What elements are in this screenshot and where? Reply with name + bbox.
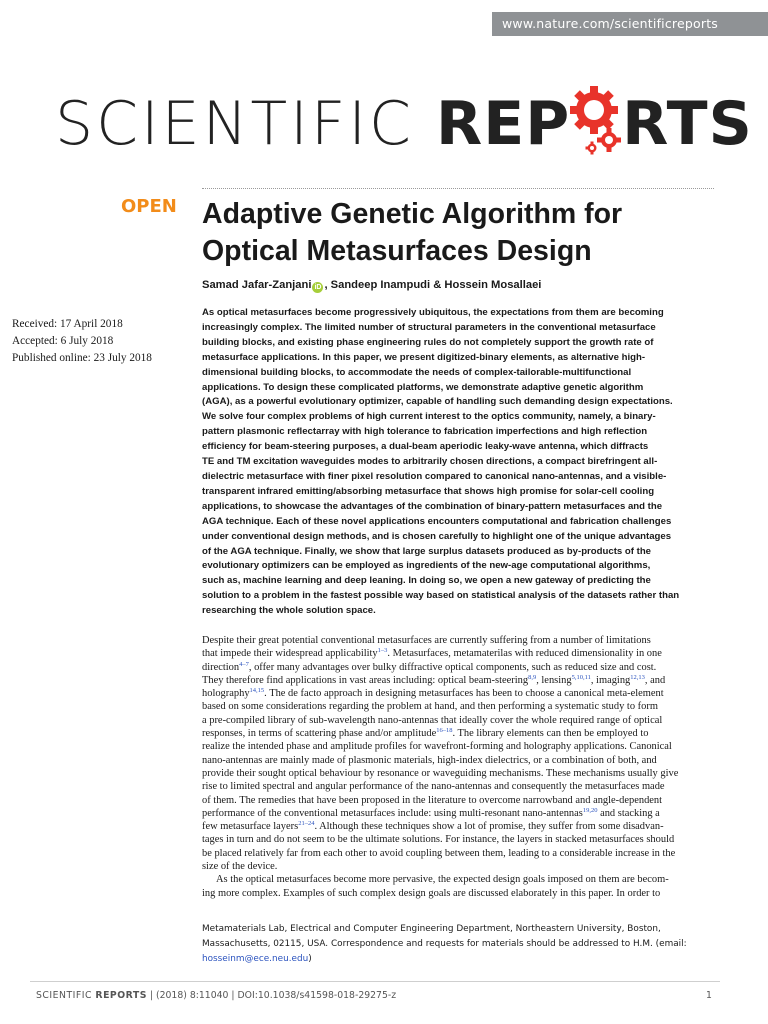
body-line: size of the device. bbox=[202, 861, 278, 873]
journal-url[interactable]: www.nature.com/scientificreports bbox=[502, 16, 719, 31]
abstract-line: efficiency for beam-steering purposes, a dual-beam aperiodic leaky-wave antenna, which diffracts bbox=[202, 441, 649, 453]
published-date: Published online: 23 July 2018 bbox=[12, 352, 152, 364]
abstract-line: such as, machine learning and deep leaning. In doing so, we open a new gateway of predicting the bbox=[202, 575, 651, 587]
masthead-rts: RTS bbox=[622, 89, 753, 159]
accepted-date: Accepted: 6 July 2018 bbox=[12, 335, 114, 347]
affiliation-line: hosseinm@ece.neu.edu) bbox=[202, 953, 312, 964]
abstract-line: transparent infrared emitting/absorbing metasurface that shows high promise for solar-cell cooling bbox=[202, 485, 655, 497]
body-line: direction$^{4-7}$, offer many advantages over bulky diffractive optical components, such as reduced size and cost. bbox=[202, 660, 657, 673]
body-line: They therefore find applications in vast areas including: optical beam-steering$^{8,9}$, lensing$^{5,10,11}$, imaging$^{12,13}$, and bbox=[202, 673, 666, 686]
body-line: holography$^{14,15}$. The de facto approach in designing metasurfaces has been to choose a canonical meta-element bbox=[202, 687, 664, 700]
body-line: provide their sought optical behaviour by resonance or waveguiding mechanisms. These mechanisms usually give bbox=[202, 767, 679, 779]
body-line: that impede their widespread applicability$^{1-3}$. Metasurfaces, metamaterilas with reduced dimensionality in one bbox=[202, 647, 662, 660]
author-names-rest[interactable]: , Sandeep Inampudi & Hossein Mosallaei bbox=[324, 279, 542, 291]
body-line: tages in turn and do not seem to be the ultimate solutions. For instance, the layers in stacked metasurfaces should bbox=[202, 834, 675, 846]
page-number: 1 bbox=[706, 990, 712, 1001]
author-list bbox=[202, 279, 541, 293]
affiliation-line: Metamaterials Lab, Electrical and Computer Engineering Department, Northeastern University, Boston, bbox=[202, 924, 661, 934]
footer-journal: SCIENTIFIC REPORTS bbox=[36, 990, 147, 1001]
abstract-line: pattern plasmonic reflectarray with high tolerance to fabrication imperfections and high reflection bbox=[202, 426, 648, 438]
citation-link[interactable]: 1–3 bbox=[377, 647, 388, 655]
abstract-line: under conventional design methods, and is chosen carefully to highlight one of the unique advantages bbox=[202, 530, 672, 542]
journal-url-bar[interactable] bbox=[492, 12, 768, 36]
journal-masthead bbox=[55, 82, 753, 159]
abstract-line: dimensional building blocks, to accommodate the needs of complex-tailorable-multifunctional bbox=[202, 366, 632, 378]
footer-rule bbox=[30, 981, 720, 982]
masthead-rep: REP bbox=[436, 89, 571, 159]
abstract-line: AGA technique. Each of these novel applications encounters computational and fabrication challenges bbox=[202, 515, 672, 527]
body-line: rise to limited spectral and angular performance of the nano-antennas and consequently the metasurfaces made bbox=[202, 781, 665, 793]
body-line: few metasurface layers$^{21-24}$. Although these techniques show a lot of promise, they suffer from some disadvan- bbox=[202, 820, 664, 833]
body-line: based on some considerations regarding the problem at hand, and then performing a systematic study to form bbox=[202, 701, 658, 713]
abstract-line: applications, to showcase the advantages of the combination of binary-pattern metasurfaces and the bbox=[202, 500, 663, 512]
footer-citation[interactable]: | (2018) 8:11040 | DOI:10.1038/s41598-018-29275-z bbox=[146, 990, 397, 1001]
orcid-icon[interactable]: iD bbox=[314, 284, 322, 291]
abstract-line: increasingly complex. The limited number of structural parameters in the conventional metasurface bbox=[202, 321, 656, 333]
header-divider bbox=[202, 188, 714, 189]
body-line: realize the intended phase and amplitude profiles for wavefront-forming and holography applications. Canonical bbox=[202, 741, 672, 753]
abstract-line: building blocks, and existing phase engineering rules do not completely support the growth rate of bbox=[202, 336, 654, 348]
citation-link[interactable]: 4–7 bbox=[239, 660, 249, 668]
article-title bbox=[202, 196, 722, 270]
body-line: Despite their great potential conventional metasurfaces are currently suffering from a number of limitations bbox=[202, 635, 651, 646]
title-line-1: Adaptive Genetic Algorithm for bbox=[202, 198, 623, 230]
open-access-label: OPEN bbox=[121, 196, 177, 217]
body-line: performance of the conventional metasurfaces include: using multi-resonant nano-antennas$^{19,20}$ and stacking a bbox=[202, 806, 660, 819]
email-link[interactable]: hosseinm@ece.neu.edu bbox=[202, 953, 309, 964]
citation-link[interactable]: 5,10,11 bbox=[571, 673, 591, 681]
abstract-line: applications. To design these complicated platforms, we demonstrate adaptive genetic algorithm bbox=[202, 381, 644, 393]
gear-logo-icon bbox=[568, 82, 624, 166]
abstract-line: of the AGA technique. Finally, we show that large surplus datasets produced as by-products of the bbox=[202, 545, 652, 557]
body-text bbox=[202, 634, 717, 900]
received-date: Received: 17 April 2018 bbox=[12, 318, 123, 330]
abstract bbox=[202, 306, 717, 619]
body-line: of them. The remedies that have been proposed in the literature to overcome narrowband and angle-dependent bbox=[202, 794, 663, 806]
citation-link[interactable]: 8,9 bbox=[528, 673, 537, 681]
body-line: be placed relatively far from each other to avoid coupling between them, leading to a considerable increase in the bbox=[202, 847, 676, 859]
abstract-line: solution to a problem in the fastest possible way based on statistical analysis of the datasets rather than bbox=[202, 590, 680, 602]
citation-link[interactable]: 12,13 bbox=[630, 673, 645, 681]
article-dates bbox=[12, 316, 152, 367]
body-line: As the optical metasurfaces become more pervasive, the expected design goals imposed on them are becom- bbox=[216, 874, 669, 886]
title-line-2: Optical Metasurfaces Design bbox=[202, 235, 592, 267]
body-line: nano-antennas are mainly made of plasmonic materials, high-index dielectrics, or a combination of both, and bbox=[202, 754, 657, 766]
affiliation-note bbox=[202, 922, 717, 966]
body-line: ing more complex. Examples of such complex design goals are discussed elaborately in this paper. In order to bbox=[202, 887, 661, 899]
abstract-line: As optical metasurfaces become progressively ubiquitous, the expectations from them are becoming bbox=[202, 307, 664, 318]
body-line: responses, in terms of scattering phase and/or amplitude$^{16-18}$. The library elements can then be employed to bbox=[202, 727, 649, 740]
affiliation-line: Massachusetts, 02115, USA. Correspondence and requests for materials should be addressed to H.M. (email: bbox=[202, 938, 687, 949]
citation-link[interactable]: 16–18 bbox=[436, 727, 453, 735]
abstract-line: We solve four complex problems of high current interest to the optics community, namely, a binary- bbox=[202, 411, 656, 423]
abstract-line: metasurface applications. In this paper, we present digitized-binary elements, as alternative high- bbox=[202, 351, 646, 363]
abstract-line: TE and TM excitation waveguides modes to arbitrarily chosen directions, a compact birefringent all- bbox=[202, 456, 658, 468]
abstract-line: dielectric metasurface with finer pixel resolution compared to canonical nano-antennas, and a visible- bbox=[202, 470, 667, 482]
citation-link[interactable]: 14,15 bbox=[249, 687, 265, 695]
abstract-line: (AGA), as a powerful evolutionary optimizer, capable of handling such demanding design expectations. bbox=[202, 396, 673, 408]
citation-link[interactable]: 19,20 bbox=[582, 806, 598, 814]
body-line: a pre-compiled library of sub-wavelength nano-antennas that ideally cover the whole required range of optical bbox=[202, 714, 663, 726]
author-link[interactable]: Samad Jafar-Zanjani bbox=[202, 279, 312, 291]
abstract-line: researching the whole solution space. bbox=[202, 605, 376, 617]
page-footer bbox=[36, 990, 396, 1001]
citation-link[interactable]: 21–24 bbox=[298, 820, 315, 828]
masthead-scientific: SCIENTIFIC bbox=[55, 89, 436, 159]
abstract-line: evolutionary optimizers can be employed as ingredients of the new-age computational algorithms, bbox=[202, 560, 651, 572]
